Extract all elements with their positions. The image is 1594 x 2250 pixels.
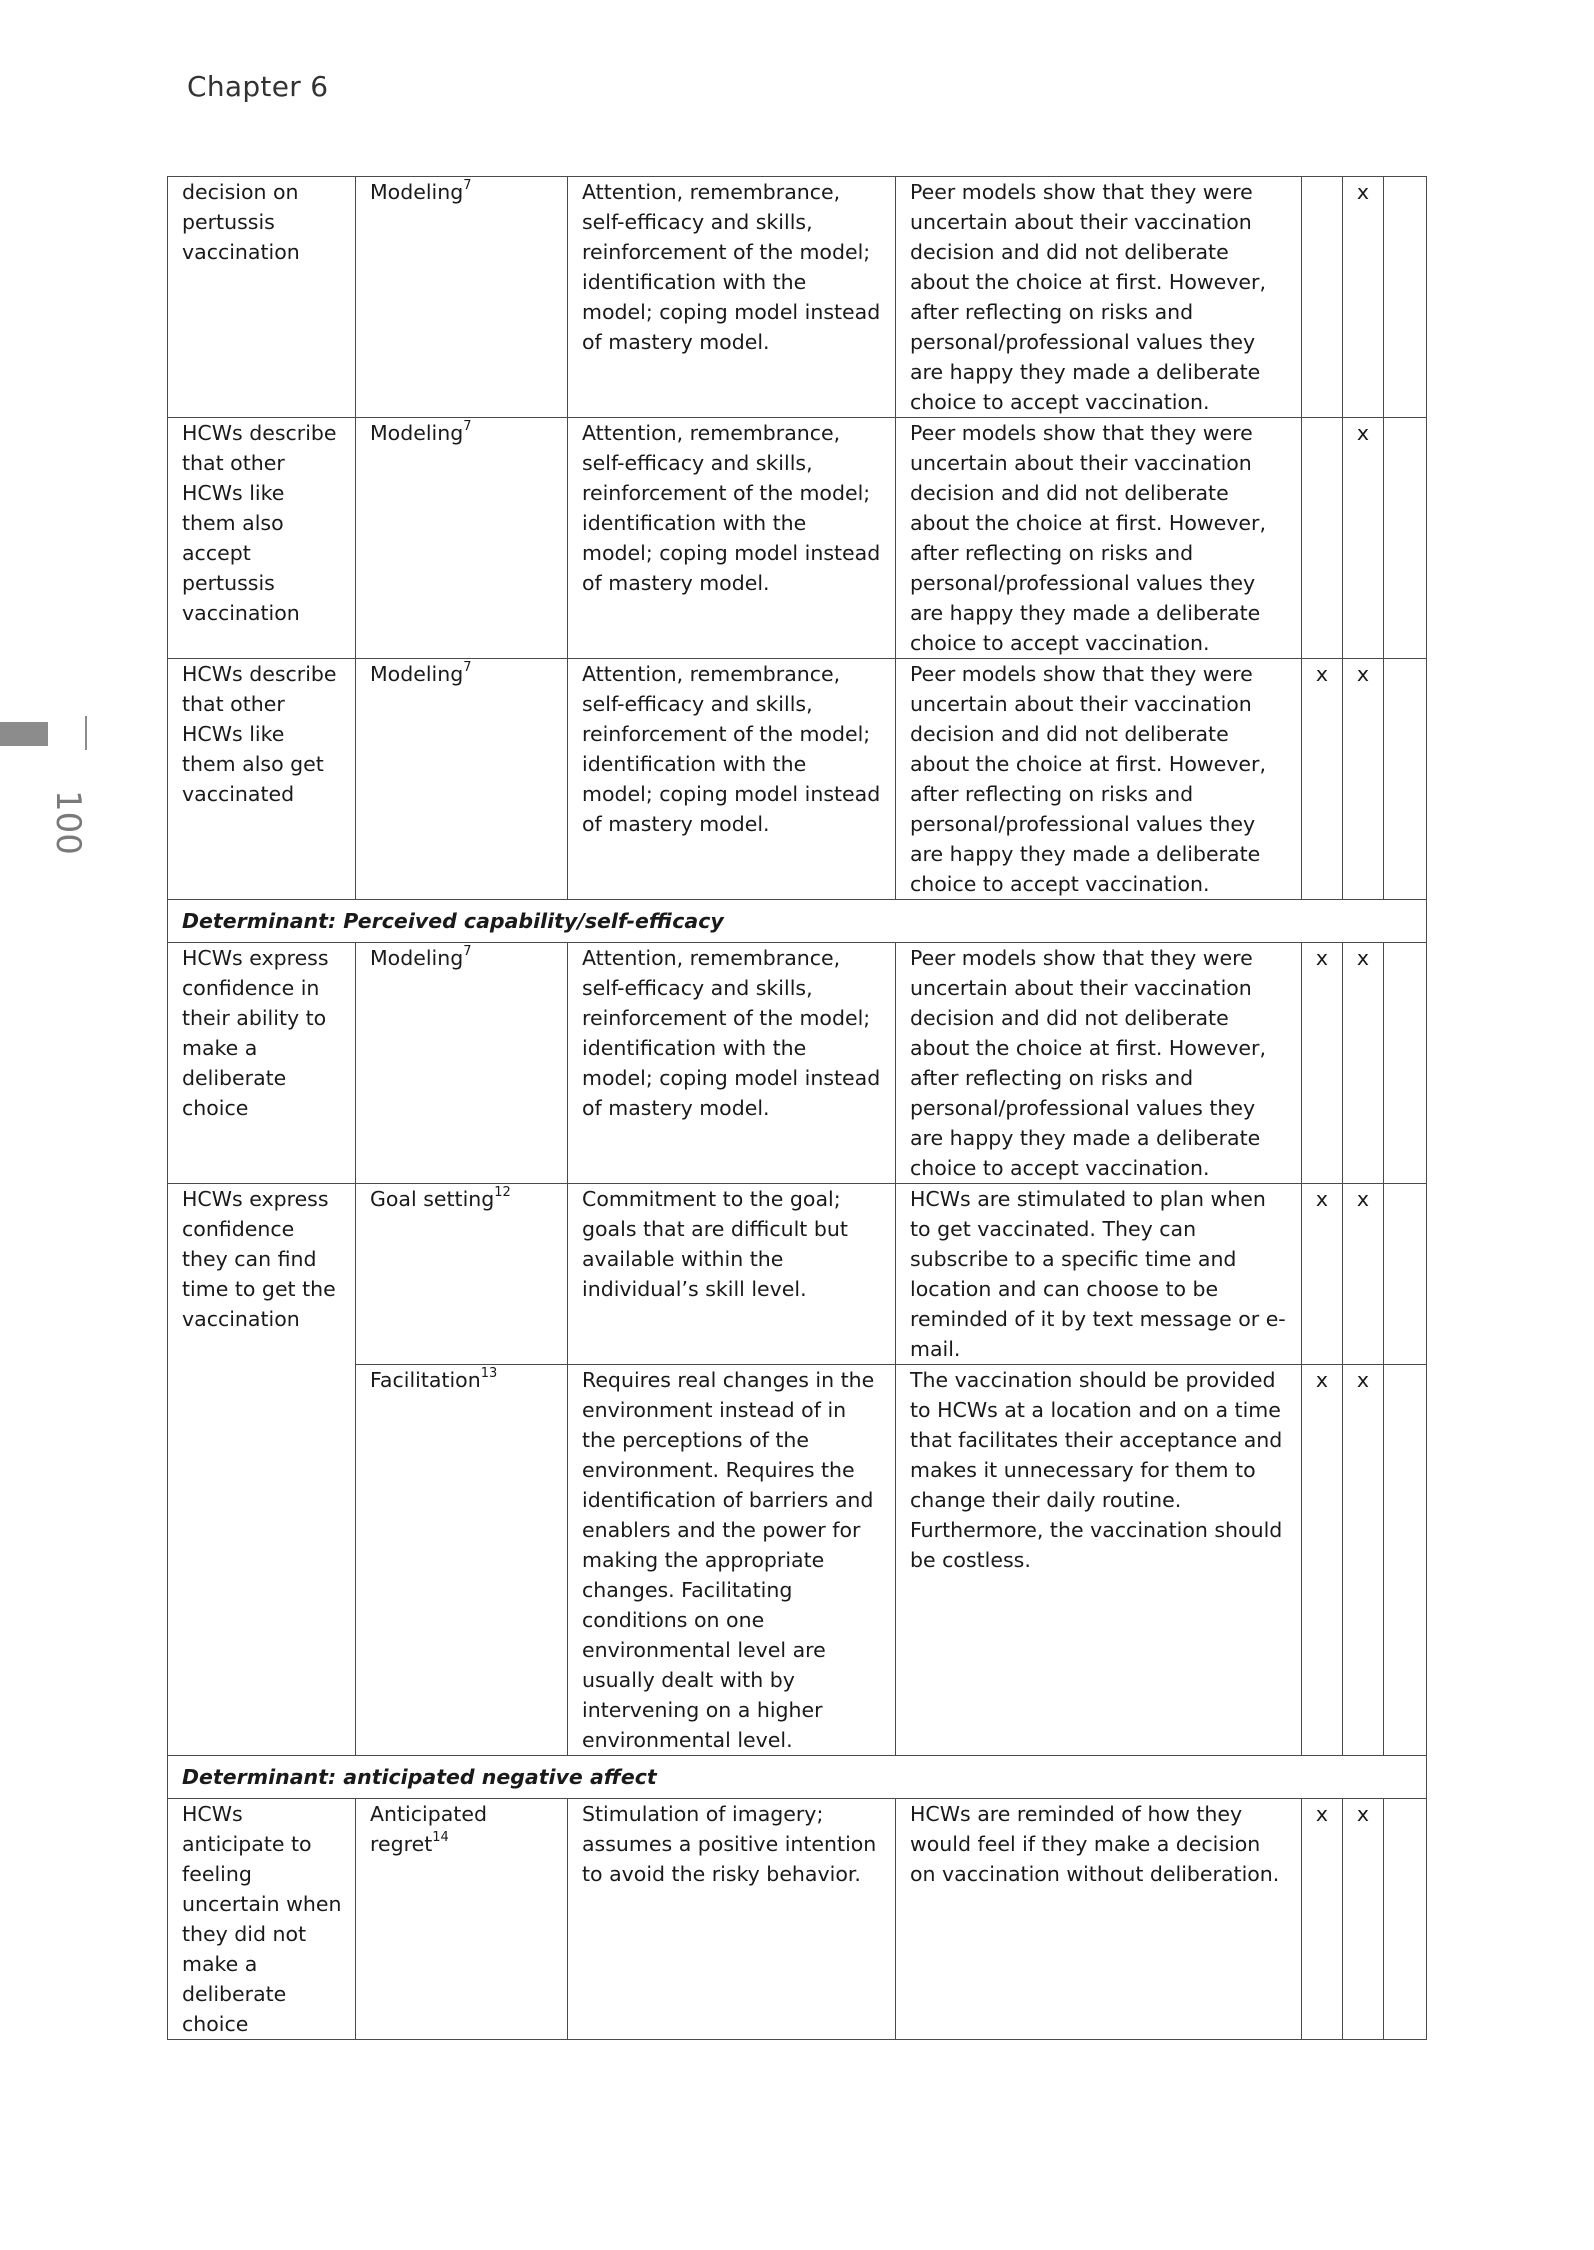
mark-cell: x (1343, 659, 1384, 900)
reference-superscript: 7 (463, 660, 472, 676)
mark-cell (1384, 1184, 1427, 1365)
reference-superscript: 14 (432, 1830, 449, 1846)
objective-cell: decision on pertussis vaccination (168, 177, 356, 418)
objective-cell: HCWs express confidence in their ability to make a deliberate choice (168, 943, 356, 1184)
mark-cell (1302, 177, 1343, 418)
mark-cell: x (1343, 177, 1384, 418)
application-cell: The vaccination should be provided to HCWs at a location and on a time that facilitates their acceptance and makes it unnecessary for them to change their daily routine. Furthermore, the vaccination should be costless. (896, 1365, 1302, 1756)
objective-cell: HCWs anticipate to feeling uncertain when they did not make a deliberate choice (168, 1799, 356, 2040)
method-cell: Modeling$^7$ (356, 418, 568, 659)
intervention-matrix-table (167, 176, 1427, 2040)
mark-cell: x (1302, 659, 1343, 900)
reference-superscript: 7 (463, 419, 472, 435)
table-row (168, 418, 1427, 659)
determinant-heading: Determinant: Perceived capability/self-efficacy (168, 900, 1427, 943)
objective-cell: HCWs express confidence they can find time to get the vaccination (168, 1184, 356, 1756)
reference-superscript: 13 (480, 1366, 498, 1382)
parameters-cell: Attention, remembrance, self-efficacy and skills, reinforcement of the model; identification with the model; coping model instead of mastery model. (568, 177, 896, 418)
mark-cell: x (1343, 943, 1384, 1184)
table-row (168, 1184, 1427, 1365)
chapter-heading: Chapter 6 (187, 70, 329, 103)
application-cell: HCWs are stimulated to plan when to get vaccinated. They can subscribe to a specific time and location and can choose to be reminded of it by text message or e-mail. (896, 1184, 1302, 1365)
parameters-cell: Attention, remembrance, self-efficacy and skills, reinforcement of the model; identification with the model; coping model instead of mastery model. (568, 418, 896, 659)
page-tick-marker (85, 716, 87, 750)
determinant-row (168, 1756, 1427, 1799)
mark-cell: x (1302, 943, 1343, 1184)
table-row (168, 659, 1427, 900)
mark-cell: x (1302, 1799, 1343, 2040)
mark-cell: x (1302, 1184, 1343, 1365)
method-cell: Facilitation$^{13}$ (356, 1365, 568, 1756)
mark-cell: x (1343, 418, 1384, 659)
mark-cell: x (1343, 1799, 1384, 2040)
reference-superscript: 7 (463, 944, 472, 960)
mark-cell: x (1302, 1365, 1343, 1756)
application-cell: HCWs are reminded of how they would feel if they make a decision on vaccination without deliberation. (896, 1799, 1302, 2040)
method-cell: Modeling$^7$ (356, 659, 568, 900)
reference-superscript: 7 (463, 178, 472, 194)
mark-cell: x (1343, 1365, 1384, 1756)
reference-superscript: 12 (494, 1185, 511, 1201)
table-row (168, 943, 1427, 1184)
mark-cell (1384, 1799, 1427, 2040)
mark-cell (1384, 659, 1427, 900)
determinant-heading: Determinant: anticipated negative affect (168, 1756, 1427, 1799)
method-cell: Goal setting$^{12}$ (356, 1184, 568, 1365)
page-number: 100 (48, 790, 88, 855)
table-row (168, 1365, 1427, 1756)
application-cell: Peer models show that they were uncertain about their vaccination decision and did not deliberate about the choice at first. However, after reflecting on risks and personal/professional values they are happy they made a deliberate choice to accept vaccination. (896, 418, 1302, 659)
determinant-row (168, 900, 1427, 943)
table-row (168, 177, 1427, 418)
method-cell: Modeling$^7$ (356, 177, 568, 418)
parameters-cell: Stimulation of imagery; assumes a positive intention to avoid the risky behavior. (568, 1799, 896, 2040)
page-tab-marker (0, 722, 48, 746)
application-cell: Peer models show that they were uncertain about their vaccination decision and did not deliberate about the choice at first. However, after reflecting on risks and personal/professional values they are happy they made a deliberate choice to accept vaccination. (896, 659, 1302, 900)
method-cell: Anticipated regret$^{14}$ (356, 1799, 568, 2040)
mark-cell (1384, 418, 1427, 659)
mark-cell (1384, 943, 1427, 1184)
mark-cell (1384, 177, 1427, 418)
mark-cell: x (1343, 1184, 1384, 1365)
table-row (168, 1799, 1427, 2040)
method-cell: Modeling$^7$ (356, 943, 568, 1184)
mark-cell (1302, 418, 1343, 659)
objective-cell: HCWs describe that other HCWs like them also get vaccinated (168, 659, 356, 900)
application-cell: Peer models show that they were uncertain about their vaccination decision and did not deliberate about the choice at first. However, after reflecting on risks and personal/professional values they are happy they made a deliberate choice to accept vaccination. (896, 177, 1302, 418)
objective-cell: HCWs describe that other HCWs like them also accept pertussis vaccination (168, 418, 356, 659)
parameters-cell: Requires real changes in the environment instead of in the perceptions of the environment. Requires the identification of barriers and enablers and the power for making the appropriate changes. Facilitating conditions on one environmental level are usually dealt with by intervening on a higher environmental level. (568, 1365, 896, 1756)
parameters-cell: Attention, remembrance, self-efficacy and skills, reinforcement of the model; identification with the model; coping model instead of mastery model. (568, 943, 896, 1184)
parameters-cell: Commitment to the goal; goals that are difficult but available within the individual’s skill level. (568, 1184, 896, 1365)
parameters-cell: Attention, remembrance, self-efficacy and skills, reinforcement of the model; identification with the model; coping model instead of mastery model. (568, 659, 896, 900)
mark-cell (1384, 1365, 1427, 1756)
application-cell: Peer models show that they were uncertain about their vaccination decision and did not deliberate about the choice at first. However, after reflecting on risks and personal/professional values they are happy they made a deliberate choice to accept vaccination. (896, 943, 1302, 1184)
